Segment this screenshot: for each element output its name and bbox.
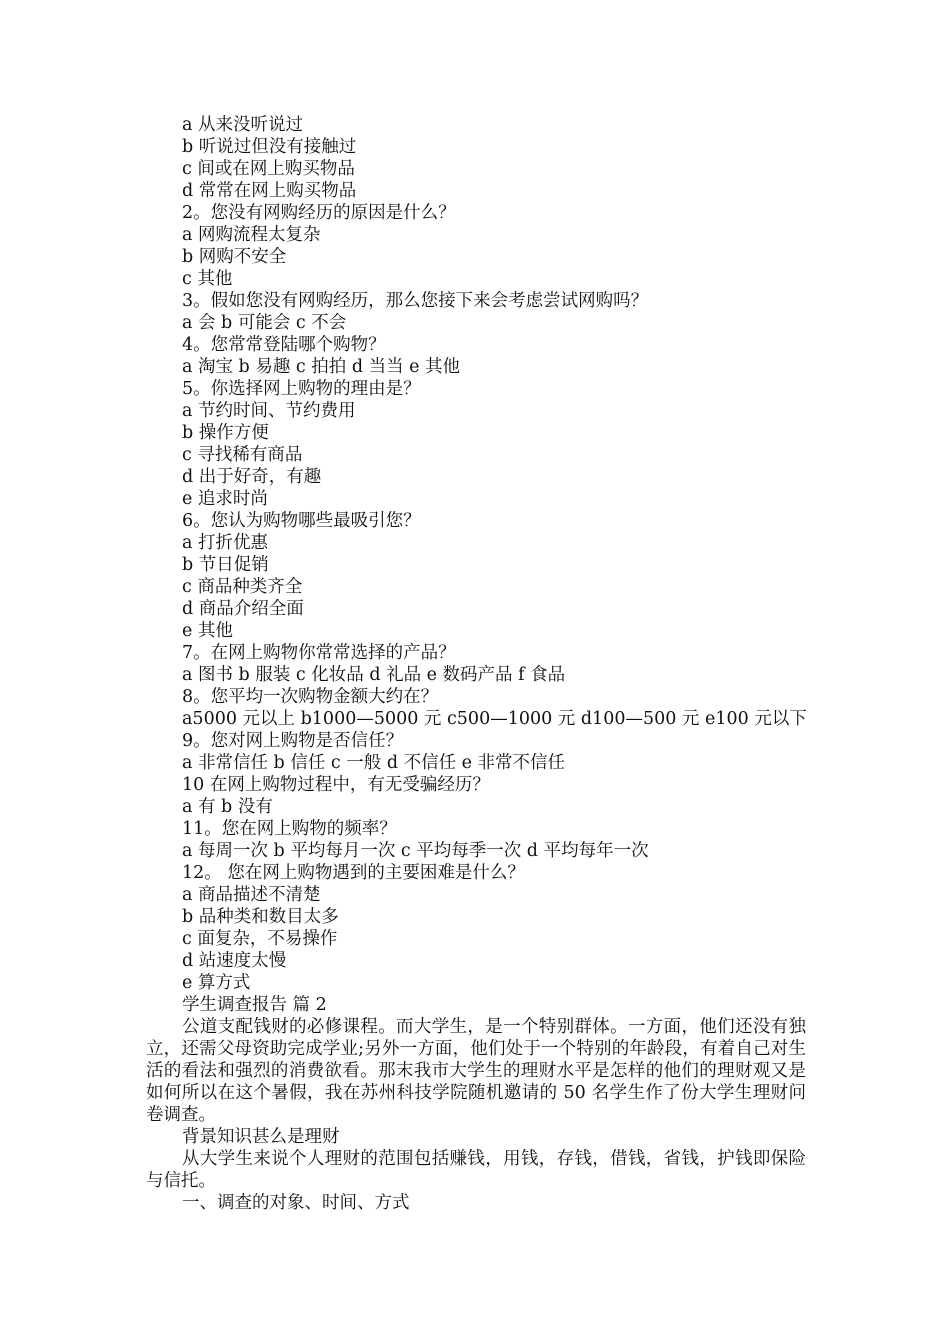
survey-question: 7。在网上购物你常常选择的产品？ [182, 643, 456, 663]
survey-option: a 打折优惠 [182, 533, 268, 553]
survey-option: c 其他 [182, 269, 233, 289]
survey-option: b 操作方便 [182, 423, 269, 443]
survey-option: a 会 b 可能会 c 不会 [182, 313, 347, 333]
survey-question: 11。您在网上购物的频率？ [182, 819, 397, 839]
document-body [146, 114, 806, 1214]
survey-option: b 听说过但没有接触过 [182, 137, 357, 157]
survey-option: b 节日促销 [182, 555, 269, 575]
survey-question: 3。假如您没有网购经历，那么您接下来会考虑尝试网购吗？ [182, 291, 649, 311]
background-paragraph: 从大学生来说个人理财的范围包括赚钱，用钱，存钱，借钱，省钱，护钱即保险与信托。 [146, 1149, 806, 1191]
survey-option: d 站速度太慢 [182, 951, 287, 971]
survey-option: a 从来没听说过 [182, 115, 303, 135]
survey-question: 6。您认为购物哪些最吸引您？ [182, 511, 421, 531]
survey-option: a 网购流程太复杂 [182, 225, 321, 245]
survey-option: d 商品介绍全面 [182, 599, 304, 619]
survey-question: 2。您没有网购经历的原因是什么？ [182, 203, 456, 223]
survey-option: c 商品种类齐全 [182, 577, 303, 597]
background-heading: 背景知识甚么是理财 [182, 1127, 340, 1147]
survey-option: b 网购不安全 [182, 247, 287, 267]
survey-option: d 常常在网上购买物品 [182, 181, 357, 201]
survey-question: 10 在网上购物过程中，有无受骗经历？ [182, 775, 490, 795]
survey-option: a 节约时间、节约费用 [182, 401, 356, 421]
survey-option: e 其他 [182, 621, 233, 641]
survey-option: e 追求时尚 [182, 489, 268, 509]
survey-option: a 非常信任 b 信任 c 一般 d 不信任 e 非常不信任 [182, 753, 566, 773]
survey-option: e 算方式 [182, 973, 251, 993]
survey-question: 12。 您在网上购物遇到的主要困难是什么？ [182, 863, 525, 883]
survey-option: d 出于好奇，有趣 [182, 467, 322, 487]
survey-question: 9。您对网上购物是否信任？ [182, 731, 404, 751]
survey-option: c 寻找稀有商品 [182, 445, 303, 465]
survey-option: c 面复杂，不易操作 [182, 929, 338, 949]
subheading-survey-method: 一、调查的对象、时间、方式 [182, 1193, 410, 1213]
intro-paragraph: 公道支配钱财的必修课程。而大学生，是一个特别群体。一方面，他们还没有独立，还需父母资助完成学业;另外一方面，他们处于一个特别的年龄段，有着自己对生活的看法和强烈的消费欲看。那末我市大学生的理财水平是怎样的他们的理财观又是如何所以在这个暑假，我在苏州科技学院随机邀请的 50 名学生作了份大学生理财问卷调查。 [146, 1017, 806, 1125]
survey-option: a5000 元以上 b1000—5000 元 c500—1000 元 d100—500 元 e100 元以下 [182, 709, 807, 729]
survey-question: 4。您常常登陆哪个购物？ [182, 335, 386, 355]
section-title: 学生调查报告 篇 2 [182, 995, 327, 1015]
survey-question-list [146, 114, 806, 994]
survey-option: a 淘宝 b 易趣 c 拍拍 d 当当 e 其他 [182, 357, 461, 377]
survey-option: a 有 b 没有 [182, 797, 273, 817]
survey-option: c 间或在网上购买物品 [182, 159, 355, 179]
survey-question: 8。您平均一次购物金额大约在？ [182, 687, 439, 707]
survey-option: b 品种类和数目太多 [182, 907, 339, 927]
survey-question: 5。你选择网上购物的理由是？ [182, 379, 421, 399]
survey-option: a 图书 b 服装 c 化妆品 d 礼品 e 数码产品 f 食品 [182, 665, 566, 685]
survey-option: a 商品描述不清楚 [182, 885, 321, 905]
survey-option: a 每周一次 b 平均每月一次 c 平均每季一次 d 平均每年一次 [182, 841, 649, 861]
